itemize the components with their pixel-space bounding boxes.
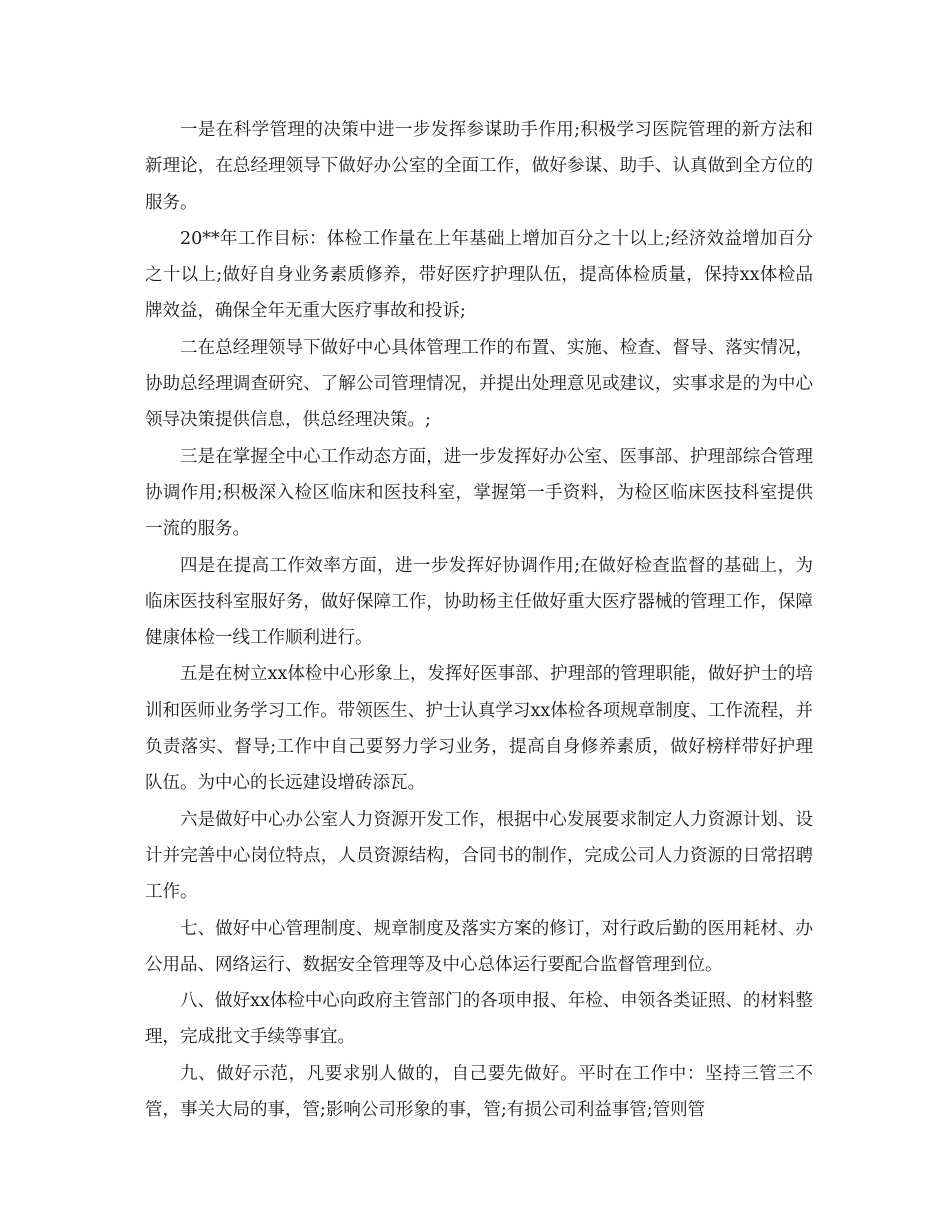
paragraph-8: 七、做好中心管理制度、规章制度及落实方案的修订，对行政后勤的医用耗材、办公用品、网络运行、数据安全管理等及中心总体运行要配合监督管理到位。	[145, 918, 813, 975]
paragraph-4: 三是在掌握全中心工作动态方面，进一步发挥好办公室、医事部、护理部综合管理协调作用;积极深入检区临床和医技科室，掌握第一手资料，为检区临床医技科室提供一流的服务。	[145, 446, 813, 540]
paragraph-1: 一是在科学管理的决策中进一步发挥参谋助手作用;积极学习医院管理的新方法和新理论，在总经理领导下做好办公室的全面工作，做好参谋、助手、认真做到全方位的服务。	[145, 120, 813, 213]
paragraph-3: 二在总经理领导下做好中心具体管理工作的布置、实施、检查、督导、落实情况，协助总经理调查研究、了解公司管理情况，并提出处理意见或建议，实事求是的为中心领导决策提供信息，供总经理决策。;	[145, 337, 813, 431]
paragraph-5: 四是在提高工作效率方面，进一步发挥好协调作用;在做好检查监督的基础上，为临床医技科室服好务，做好保障工作，协助杨主任做好重大医疗器械的管理工作，保障健康体检一线工作顺利进行。	[145, 555, 813, 649]
paragraph-7: 六是做好中心办公室人力资源开发工作，根据中心发展要求制定人力资源计划、设计并完善中心岗位特点，人员资源结构，合同书的制作，完成公司人力资源的日常招聘工作。	[145, 809, 813, 903]
paragraph-9: 八、做好xx体检中心向政府主管部门的各项申报、年检、申领各类证照、的材料整理，完成批文手续等事宜。	[145, 991, 813, 1048]
document-body	[145, 112, 813, 1128]
paragraph-6: 五是在树立xx体检中心形象上，发挥好医事部、护理部的管理职能，做好护士的培训和医师业务学习工作。带领医生、护士认真学习xx体检各项规章制度、工作流程，并负责落实、督导;工作中自己要努力学习业务，提高自身修养素质，做好榜样带好护理队伍。为中心的长远建设增砖添瓦。	[145, 664, 813, 794]
paragraph-10: 九、做好示范，凡要求别人做的，自己要先做好。平时在工作中：坚持三管三不管，事关大局的事，管;影响公司形象的事，管;有损公司利益事管;管则管	[145, 1063, 813, 1121]
paragraph-2: 20**年工作目标：体检工作量在上年基础上增加百分之十以上;经济效益增加百分之十以上;做好自身业务素质修养，带好医疗护理队伍，提高体检质量，保持xx体检品牌效益，确保全年无重大医疗事故和投诉;	[145, 228, 813, 322]
